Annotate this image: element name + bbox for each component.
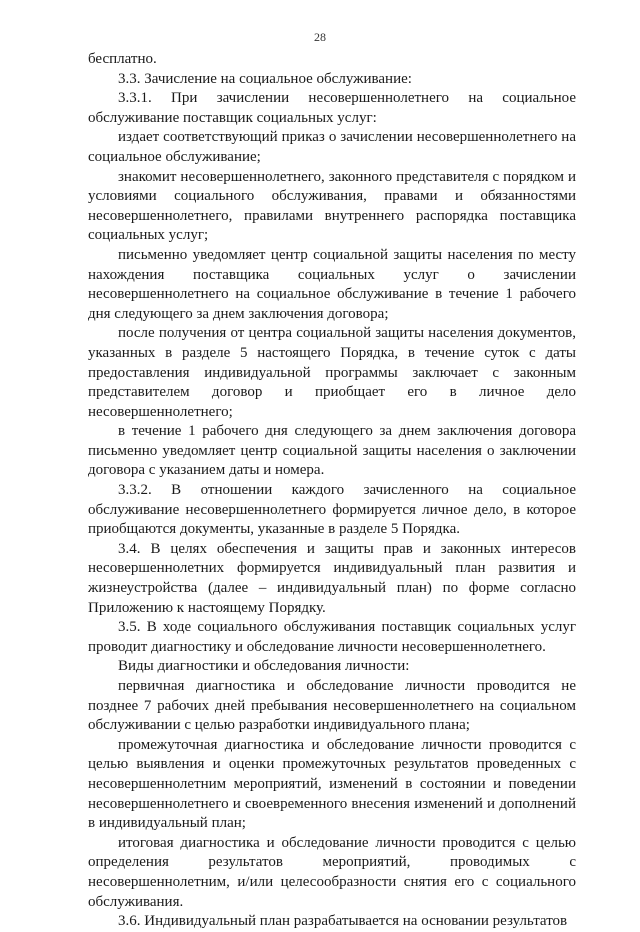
paragraph: первичная диагностика и обследование личности проводится не позднее 7 рабочих дней пребывания несовершеннолетнего на социальном обслуживании с целью разработки индивидуального плана; [88, 678, 576, 734]
paragraph: 3.3.1. При зачислении несовершеннолетнего на социальное обслуживание поставщик социальных услуг: [88, 90, 576, 126]
paragraph: 3.3. Зачисление на социальное обслуживание: [118, 70, 412, 87]
paragraph: знакомит несовершеннолетнего, законного представителя с порядком и условиями социального обслуживания, правами и обязанностями несовершеннолетнего, правилами внутреннего распорядка поставщика социальных услуг; [88, 168, 576, 244]
paragraph: в течение 1 рабочего дня следующего за днем заключения договора письменно уведомляет центр социальной защиты населения о заключении договора с указанием даты и номера. [88, 423, 576, 479]
paragraph: после получения от центра социальной защиты населения документов, указанных в разделе 5 настоящего Порядка, в течение суток с даты предоставления индивидуальной программы заключает с законным представителем договор и приобщает его в личное дело несовершеннолетнего; [88, 325, 576, 420]
paragraph: промежуточная диагностика и обследование личности проводится с целью выявления и оценки промежуточных результатов проведенных с несовершеннолетним мероприятий, изменений в состоянии и поведении несовершеннолетнего и своевременного внесения изменений и дополнений в индивидуальный план; [88, 736, 576, 832]
paragraph: итоговая диагностика и обследование личности проводится с целью определения результатов мероприятий, проводимых с несовершеннолетним, и/или целесообразности снятия его с социального обслуживания. [88, 834, 576, 910]
paragraph: бесплатно. [88, 51, 157, 67]
document-body [88, 50, 576, 932]
page-number: 28 [314, 30, 326, 44]
paragraph: письменно уведомляет центр социальной защиты населения по месту нахождения поставщика социальных услуг о зачислении несовершеннолетнего на социальное обслуживание в течение 1 рабочего дня следующего за днем заключения договора; [88, 246, 576, 322]
paragraph: издает соответствующий приказ о зачислении несовершеннолетнего на социальное обслуживание; [88, 129, 576, 165]
paragraph: 3.3.2. В отношении каждого зачисленного на социальное обслуживание несовершеннолетнего формируется личное дело, в которое приобщаются документы, указанные в разделе 5 Порядка. [88, 482, 576, 538]
paragraph: 3.4. В целях обеспечения и защиты прав и законных интересов несовершеннолетних формируется индивидуальный план развития и жизнеустройства (далее – индивидуальный план) по форме согласно Приложению к настоящему Порядку. [88, 540, 576, 616]
paragraph: 3.5. В ходе социального обслуживания поставщик социальных услуг проводит диагностику и обследование личности несовершеннолетнего. [88, 619, 576, 655]
paragraph: 3.6. Индивидуальный план разрабатывается на основании результатов [118, 913, 568, 930]
paragraph: Виды диагностики и обследования личности: [118, 658, 410, 675]
